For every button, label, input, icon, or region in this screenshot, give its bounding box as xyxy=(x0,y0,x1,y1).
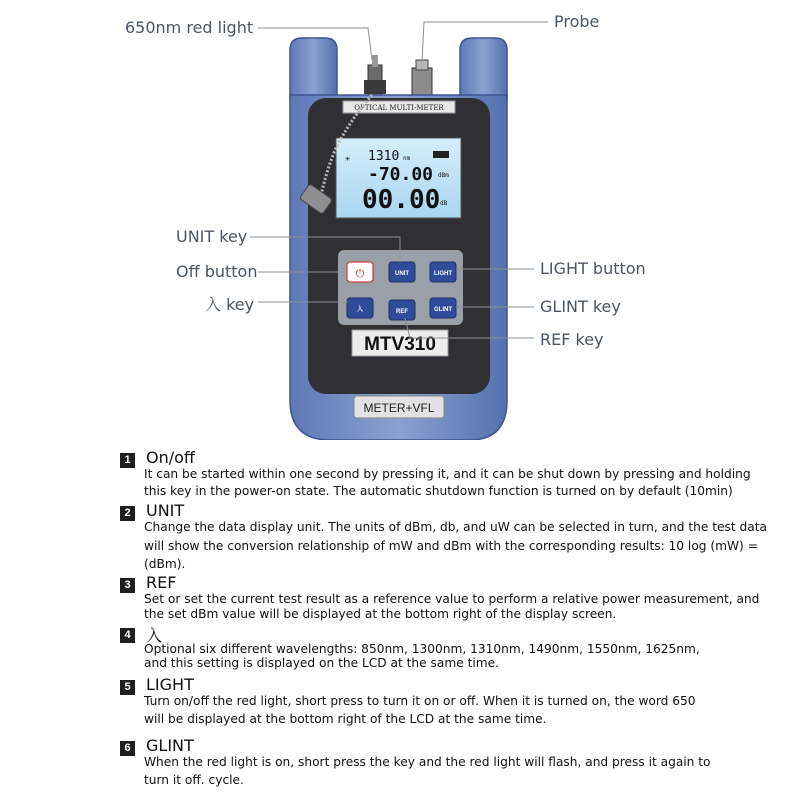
feature-line: Change the data display unit. The units of dBm, db, and uW can be selected in turn, and the test data xyxy=(144,520,767,534)
red-light-port xyxy=(364,55,386,95)
off-button-callout: Off button xyxy=(176,262,258,281)
feature-line: will be displayed at the bottom right of the LCD at the same time. xyxy=(144,712,547,726)
feature-line: Turn on/off the red light, short press to turn it on or off. When it is turned on, the word 650 xyxy=(144,694,696,708)
type-label: METER+VFL xyxy=(363,401,435,415)
feature-title: LIGHT xyxy=(146,675,194,694)
lcd-power: -70.00 xyxy=(368,164,434,185)
brand-label: OPTICAL MULTI-METER xyxy=(354,104,444,112)
feature-number: 1 xyxy=(120,453,135,468)
right-ear xyxy=(460,38,507,100)
lambda-key[interactable] xyxy=(347,298,373,318)
lcd-wavelength: 1310 xyxy=(368,149,400,164)
probe-callout: Probe xyxy=(554,12,600,31)
feature-title: On/off xyxy=(146,448,195,467)
feature-number: 5 xyxy=(120,680,135,695)
svg-text:REF: REF xyxy=(396,309,408,315)
lcd-relative-unit: dB xyxy=(440,200,448,207)
svg-text:入: 入 xyxy=(356,307,364,313)
glint-key[interactable] xyxy=(430,298,456,318)
feature-line: will show the conversion relationship of mW and dBm with the corresponding results: 10 log (mW) = xyxy=(144,539,758,553)
light-key[interactable] xyxy=(430,262,456,282)
ref-key[interactable] xyxy=(389,300,415,320)
feature-title: REF xyxy=(146,573,177,592)
feature-line: turn it off. cycle. xyxy=(144,773,244,787)
feature-number: 2 xyxy=(120,506,135,521)
feature-line: Set or set the current test result as a reference value to perform a relative power measurement, and xyxy=(144,592,760,606)
feature-line: this key in the power-on state. The automatic shutdown function is turned on by default (10min) xyxy=(144,484,733,498)
lcd-sun-icon: ☀ xyxy=(345,155,351,165)
lcd-wavelength-unit: nm xyxy=(403,155,411,162)
model-label: MTV310 xyxy=(364,334,436,355)
feature-title: UNIT xyxy=(146,501,185,520)
feature-line: the set dBm value will be displayed at the bottom right of the display screen. xyxy=(144,607,617,621)
feature-title: 入 xyxy=(146,626,163,645)
feature-line: and this setting is displayed on the LCD at the same time. xyxy=(144,656,499,670)
left-ear xyxy=(290,38,337,100)
feature-line: It can be started within one second by pressing it, and it can be shut down by pressing and holding xyxy=(144,467,751,481)
svg-text:UNIT: UNIT xyxy=(395,271,409,277)
feature-number: 6 xyxy=(120,741,135,756)
unit-key-callout: UNIT key xyxy=(176,227,248,246)
feature-title: GLINT xyxy=(146,736,194,755)
unit-key[interactable] xyxy=(389,262,415,282)
ref-key-callout: REF key xyxy=(540,330,604,349)
light-button-callout: LIGHT button xyxy=(540,259,646,278)
feature-line: (dBm). xyxy=(144,557,186,571)
feature-number: 4 xyxy=(120,628,135,643)
svg-text:GLINT: GLINT xyxy=(434,307,452,313)
battery-icon xyxy=(433,151,449,158)
lambda-key-callout: 入 key xyxy=(205,295,255,314)
feature-line: Optional six different wavelengths: 850nm, 1300nm, 1310nm, 1490nm, 1550nm, 1625nm, xyxy=(144,642,700,656)
probe-port xyxy=(412,60,432,96)
power-icon: ⏻ xyxy=(355,267,365,280)
svg-text:LIGHT: LIGHT xyxy=(434,271,452,277)
glint-key-callout: GLINT key xyxy=(540,297,621,316)
feature-line: When the red light is on, short press the key and the red light will flash, and press it again to xyxy=(144,755,711,769)
red-light-callout: 650nm red light xyxy=(125,18,254,37)
feature-number: 3 xyxy=(120,578,135,593)
lcd-power-unit: dBm xyxy=(438,172,449,179)
power-button[interactable] xyxy=(347,262,373,282)
lcd-relative: 00.00 xyxy=(362,185,441,215)
